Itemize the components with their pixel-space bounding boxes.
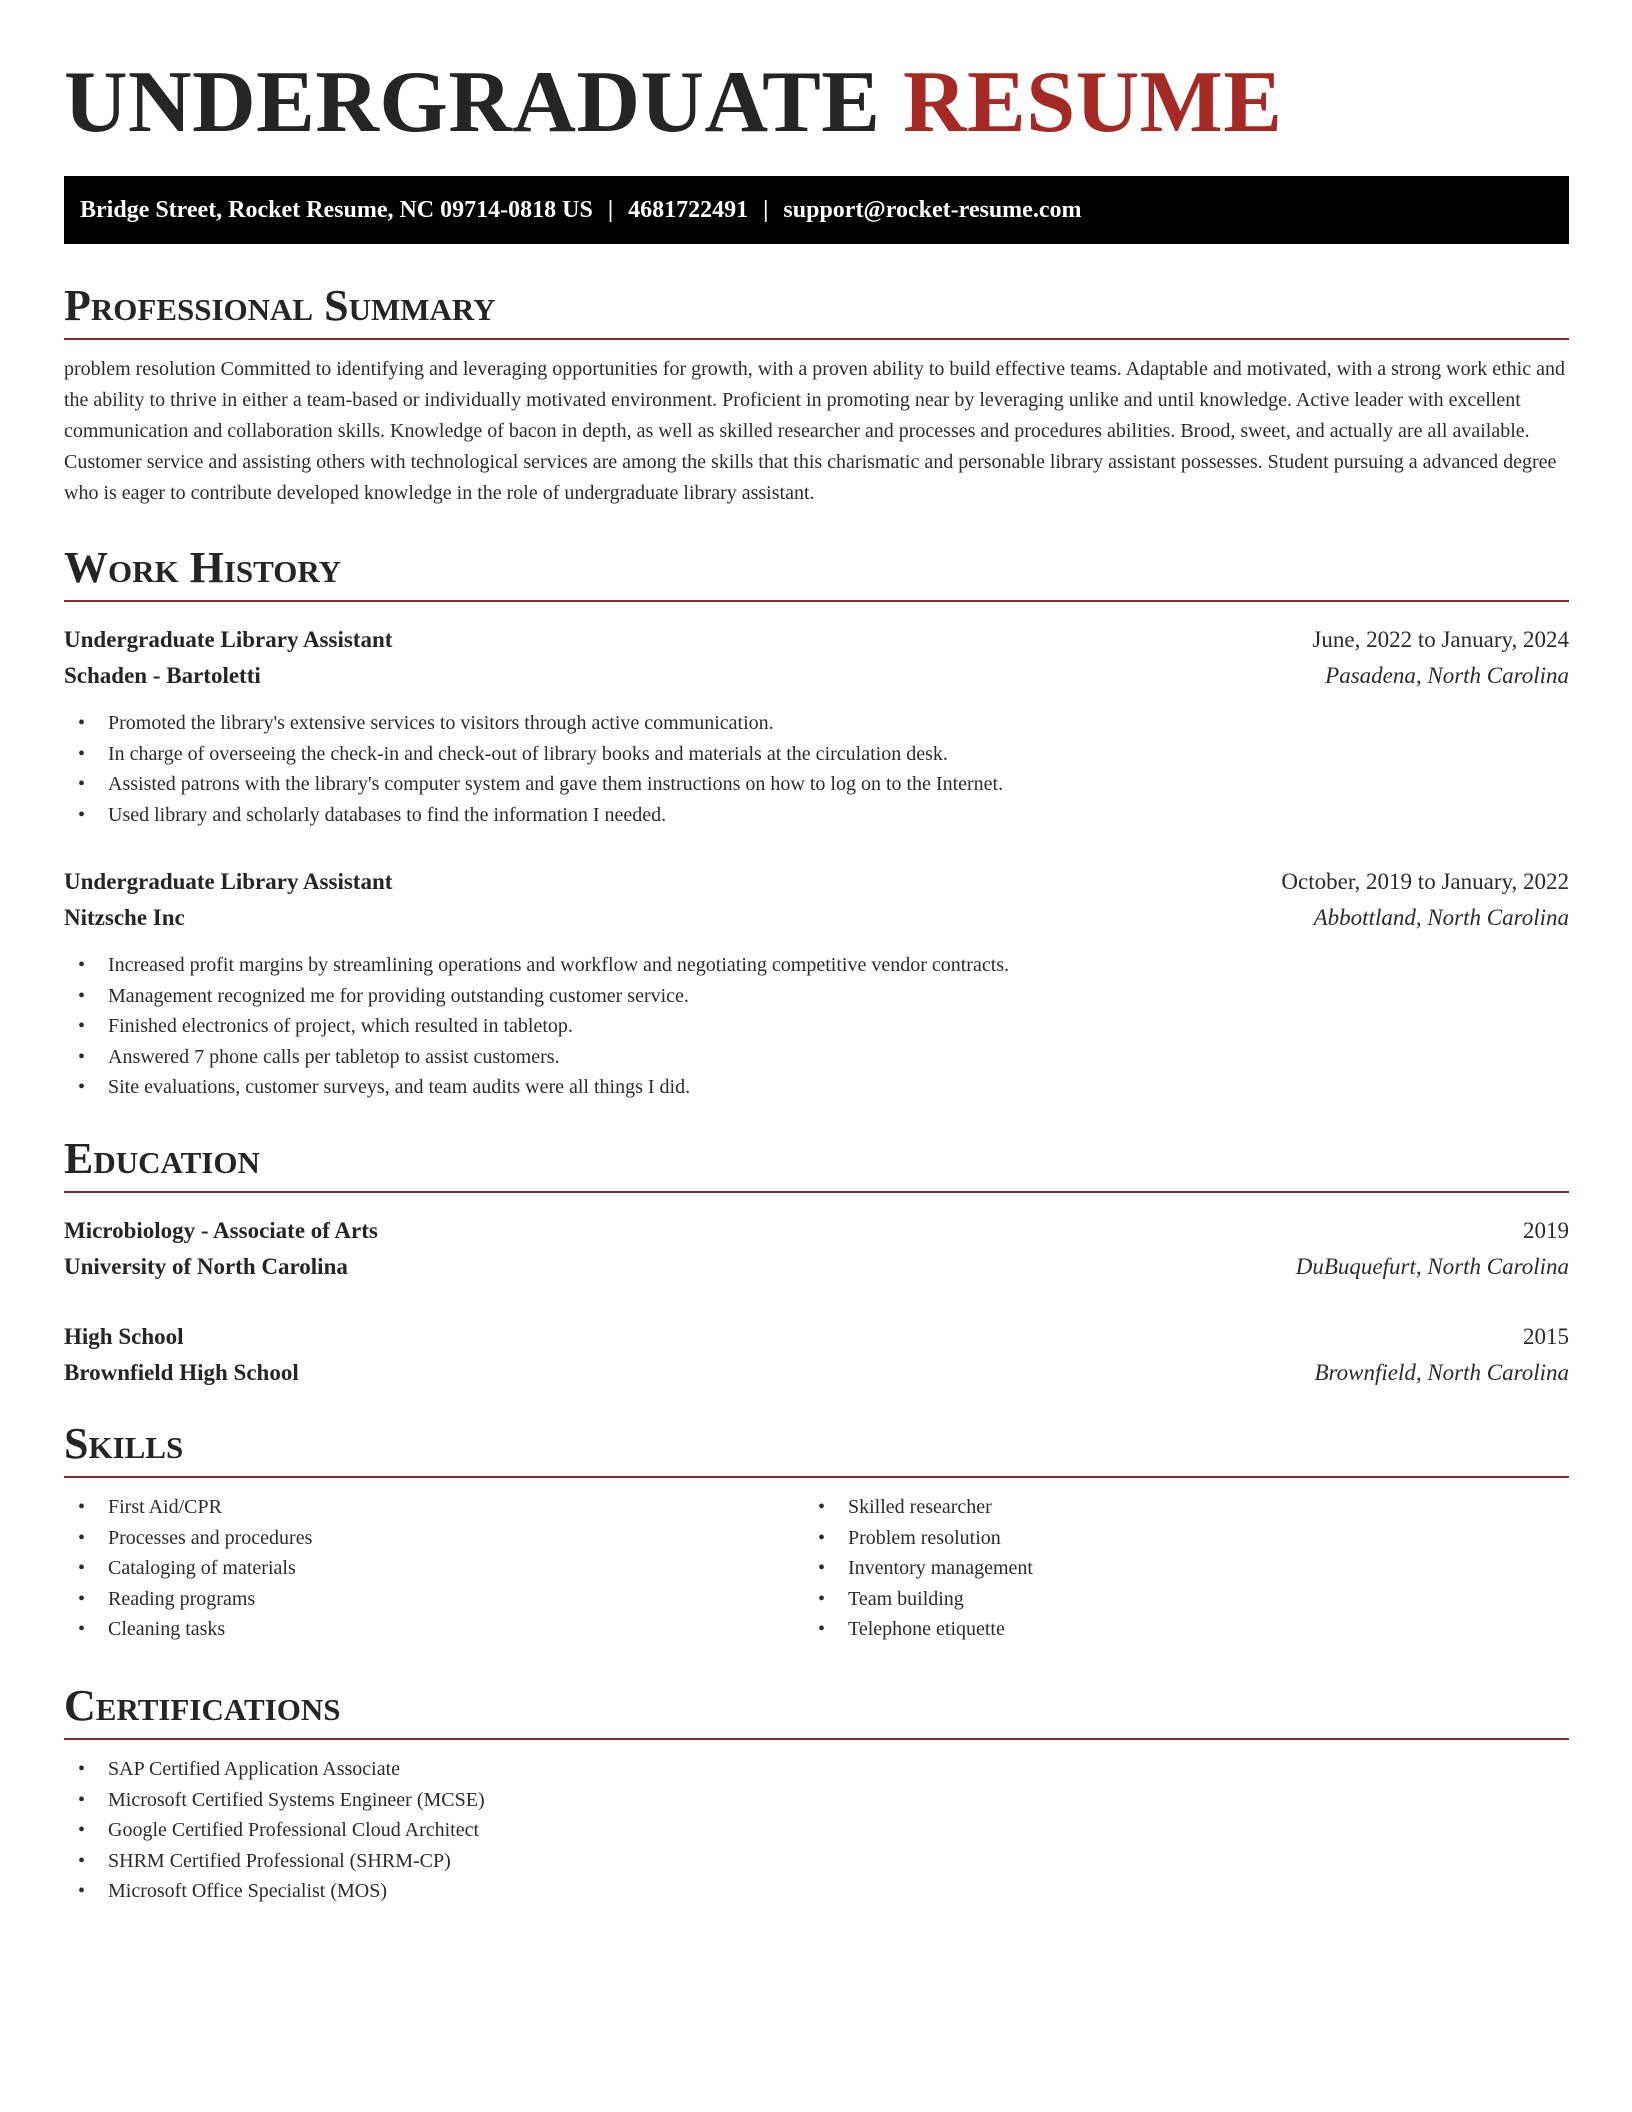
certification-item: • Microsoft Certified Systems Engineer (MCSE) xyxy=(64,1785,1569,1816)
job-title: Undergraduate Library Assistant xyxy=(64,869,393,894)
education-location: Brownfield, North Carolina xyxy=(1314,1360,1569,1385)
skill-item: • Team building xyxy=(804,1584,1544,1615)
contact-email: support@rocket-resume.com xyxy=(783,196,1082,223)
skill-item: • Skilled researcher xyxy=(804,1492,1544,1523)
education-degree: High School xyxy=(64,1324,184,1349)
job-bullet: • Increased profit margins by streamlining operations and workflow and negotiating competitive vendor contracts. xyxy=(64,950,1569,981)
job-company: Nitzsche Inc xyxy=(64,905,185,930)
skills-list-right xyxy=(804,1492,1544,1645)
skill-item: • Inventory management xyxy=(804,1553,1544,1584)
skills-section xyxy=(64,1420,1569,1645)
job-location: Abbottland, North Carolina xyxy=(1313,905,1569,930)
education-entry xyxy=(64,1319,1569,1391)
summary-heading: Professional Summary xyxy=(64,281,496,330)
certifications-list xyxy=(64,1754,1569,1907)
title-main: UNDERGRADUATE xyxy=(64,54,881,151)
section-divider xyxy=(64,338,1569,340)
education-section xyxy=(64,1135,1569,1391)
job-entry xyxy=(64,864,1569,1103)
education-year: 2015 xyxy=(1523,1324,1569,1349)
education-heading: Education xyxy=(64,1134,260,1183)
skills-list-left xyxy=(64,1492,804,1645)
skills-grid xyxy=(64,1492,1569,1645)
education-school: Brownfield High School xyxy=(64,1360,299,1385)
skill-item: • Processes and procedures xyxy=(64,1523,804,1554)
contact-phone: 4681722491 xyxy=(628,196,749,223)
title-accent: RESUME xyxy=(902,54,1283,151)
skill-item: • First Aid/CPR xyxy=(64,1492,804,1523)
job-bullet: • Finished electronics of project, which resulted in tabletop. xyxy=(64,1011,1569,1042)
resume-title xyxy=(64,52,1282,153)
education-entry xyxy=(64,1213,1569,1285)
job-bullets xyxy=(64,708,1569,830)
skill-item: • Problem resolution xyxy=(804,1523,1544,1554)
education-degree: Microbiology - Associate of Arts xyxy=(64,1218,378,1243)
work-heading: Work History xyxy=(64,543,342,592)
job-bullet: • Assisted patrons with the library's computer system and gave them instructions on how to log on to the Internet. xyxy=(64,769,1569,800)
job-dates: October, 2019 to January, 2022 xyxy=(1281,869,1569,894)
job-bullet: • Site evaluations, customer surveys, and team audits were all things I did. xyxy=(64,1072,1569,1103)
skill-item: • Reading programs xyxy=(64,1584,804,1615)
job-bullets xyxy=(64,950,1569,1103)
skill-item: • Cleaning tasks xyxy=(64,1614,804,1645)
certification-item: • Microsoft Office Specialist (MOS) xyxy=(64,1876,1569,1907)
certifications-section xyxy=(64,1682,1569,1907)
job-location: Pasadena, North Carolina xyxy=(1325,663,1569,688)
job-bullet: • Used library and scholarly databases to find the information I needed. xyxy=(64,800,1569,831)
contact-separator: | xyxy=(607,196,614,223)
section-divider xyxy=(64,1738,1569,1740)
education-location: DuBuquefurt, North Carolina xyxy=(1295,1254,1569,1279)
section-divider xyxy=(64,1476,1569,1478)
certification-item: • SAP Certified Application Associate xyxy=(64,1754,1569,1785)
summary-section xyxy=(64,282,1569,509)
job-title: Undergraduate Library Assistant xyxy=(64,627,393,652)
summary-text: problem resolution Committed to identifying and leveraging opportunities for growth, with a proven ability to build effective teams. Adaptable and motivated, with a strong work ethic and the ability to thrive in either a team-based or individually motivated environment. Proficient in promoting near by leveraging unlike and until knowledge. Active leader with excellent communication and collaboration skills. Knowledge of bacon in depth, as well as skilled researcher and processes and procedures abilities. Brood, sweet, and actually are all available. Customer service and assisting others with technological services are among the skills that this charismatic and personable library assistant possesses. Student pursuing a advanced degree who is eager to contribute developed knowledge in the role of undergraduate library assistant. xyxy=(64,358,1565,504)
section-divider xyxy=(64,1191,1569,1193)
contact-bar xyxy=(64,176,1569,244)
job-bullet: • Promoted the library's extensive services to visitors through active communication. xyxy=(64,708,1569,739)
job-dates: June, 2022 to January, 2024 xyxy=(1312,627,1569,652)
section-divider xyxy=(64,600,1569,602)
skill-item: • Cataloging of materials xyxy=(64,1553,804,1584)
skills-heading: Skills xyxy=(64,1419,184,1468)
job-entry xyxy=(64,622,1569,830)
contact-separator: | xyxy=(763,196,769,223)
job-company: Schaden - Bartoletti xyxy=(64,663,261,688)
contact-address: Bridge Street, Rocket Resume, NC 09714-0818 US xyxy=(80,196,593,223)
certification-item: • SHRM Certified Professional (SHRM-CP) xyxy=(64,1846,1569,1877)
job-bullet: • Answered 7 phone calls per tabletop to assist customers. xyxy=(64,1042,1569,1073)
education-school: University of North Carolina xyxy=(64,1254,348,1279)
certifications-heading: Certifications xyxy=(64,1681,341,1730)
job-bullet: • In charge of overseeing the check-in and check-out of library books and materials at the circulation desk. xyxy=(64,739,1569,770)
certification-item: • Google Certified Professional Cloud Architect xyxy=(64,1815,1569,1846)
education-year: 2019 xyxy=(1523,1218,1569,1243)
work-section xyxy=(64,544,1569,1103)
job-bullet: • Management recognized me for providing outstanding customer service. xyxy=(64,981,1569,1012)
skill-item: • Telephone etiquette xyxy=(804,1614,1544,1645)
